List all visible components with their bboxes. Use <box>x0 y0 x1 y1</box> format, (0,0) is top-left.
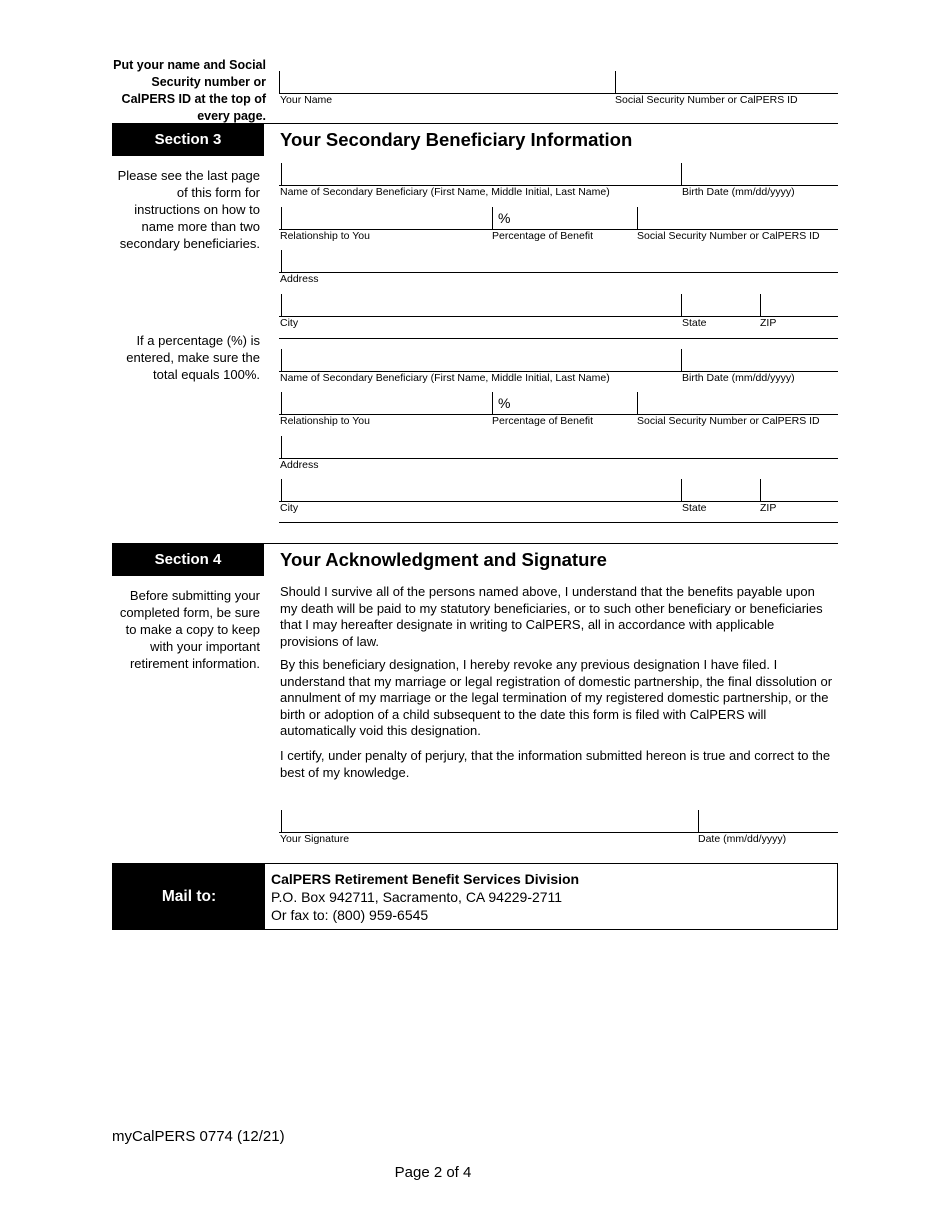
beneficiary-2-name-input[interactable] <box>283 350 678 370</box>
signature-label: Your Signature <box>280 833 350 845</box>
field-underline <box>279 458 838 459</box>
beneficiary-1-state-input[interactable] <box>684 295 758 315</box>
beneficiary-2-state-input[interactable] <box>684 480 758 500</box>
beneficiary-2-percentage-label: Percentage of Benefit <box>492 415 593 427</box>
field-tick <box>281 810 282 832</box>
section3-badge: Section 3 <box>112 124 264 156</box>
beneficiary-2-city-input[interactable] <box>283 480 678 500</box>
signature-input[interactable] <box>283 811 694 831</box>
beneficiary-1-zip-input[interactable] <box>763 295 836 315</box>
beneficiary-2-relationship-label: Relationship to You <box>280 415 370 427</box>
field-tick <box>698 810 699 832</box>
beneficiary-1-relationship-input[interactable] <box>283 208 488 228</box>
field-tick <box>281 163 282 185</box>
header-field-divider-left <box>279 71 280 93</box>
beneficiary-2-percent-sign: % <box>498 395 511 411</box>
signature-date-input[interactable] <box>701 811 836 831</box>
field-tick <box>760 294 761 316</box>
signature-date-label: Date (mm/dd/yyyy) <box>698 833 787 845</box>
field-tick <box>681 163 682 185</box>
beneficiary-2-state-label: State <box>682 502 707 514</box>
beneficiary-1-name-input[interactable] <box>283 164 678 184</box>
beneficiary-1-ssn-input[interactable] <box>640 208 836 228</box>
field-tick <box>681 294 682 316</box>
beneficiary-1-city-label: City <box>280 317 299 329</box>
field-tick <box>281 392 282 414</box>
beneficiary-2-birthdate-label: Birth Date (mm/dd/yyyy) <box>682 372 795 384</box>
your-name-label: Your Name <box>280 94 333 106</box>
beneficiary-1-percent-sign: % <box>498 210 511 226</box>
field-tick <box>281 349 282 371</box>
your-name-input[interactable] <box>282 72 612 92</box>
header-field-divider-mid <box>615 71 616 93</box>
field-tick <box>760 479 761 501</box>
acknowledgment-paragraph-2: By this beneficiary designation, I hereby revoke any previous designation I have filed. I understand that my marriage or legal registration of domestic partnership, the final dissolution or annulment of my marriage or the legal termination of my registered domestic partnership, or the birth or adoption of a child subsequent to the date this form is filed with CalPERS will automatically void this designation. <box>280 657 833 738</box>
beneficiary-1-zip-label: ZIP <box>760 317 777 329</box>
beneficiary-2-name-label: Name of Secondary Beneficiary (First Name, Middle Initial, Last Name) <box>280 372 610 384</box>
beneficiary-2-address-label: Address <box>280 459 319 471</box>
section3-note-instructions: Please see the last page of this form for instructions on how to name more than two secondary beneficiaries. <box>117 168 260 251</box>
beneficiary-2-city-label: City <box>280 502 299 514</box>
field-underline <box>279 501 838 502</box>
field-tick <box>281 207 282 229</box>
mail-address: P.O. Box 942711, Sacramento, CA 94229-2711 <box>271 889 563 905</box>
field-tick <box>281 479 282 501</box>
mail-fax: Or fax to: (800) 959-6545 <box>271 907 429 923</box>
header-ssn-input[interactable] <box>618 72 836 92</box>
beneficiary-2-birthdate-input[interactable] <box>684 350 836 370</box>
beneficiary-1-birthdate-label: Birth Date (mm/dd/yyyy) <box>682 186 795 198</box>
section3-note-percentage: If a percentage (%) is entered, make sure the total equals 100%. <box>126 333 260 382</box>
section4-note: Before submitting your completed form, be sure to make a copy to keep with your important retirement information. <box>119 588 260 671</box>
beneficiary-2-zip-input[interactable] <box>763 480 836 500</box>
beneficiary-1-address-label: Address <box>280 273 319 285</box>
beneficiary-1-ssn-label: Social Security Number or CalPERS ID <box>637 230 820 242</box>
field-tick <box>281 436 282 458</box>
beneficiary-2-percentage-input[interactable] <box>514 393 632 413</box>
beneficiary-1-percentage-label: Percentage of Benefit <box>492 230 593 242</box>
page-number: Page 2 of 4 <box>394 1164 472 1181</box>
field-underline <box>279 272 838 273</box>
beneficiary-1-percentage-input[interactable] <box>514 208 632 228</box>
field-underline <box>279 316 838 317</box>
block-divider <box>279 338 838 339</box>
field-tick <box>681 479 682 501</box>
form-id: myCalPERS 0774 (12/21) <box>112 1128 285 1145</box>
header-instruction: Put your name and Social Security number or CalPERS ID at the top of every page. <box>113 58 266 123</box>
beneficiary-1-address-input[interactable] <box>283 251 836 271</box>
field-tick <box>492 207 493 229</box>
block-divider <box>279 522 838 523</box>
field-tick <box>637 392 638 414</box>
field-tick <box>281 294 282 316</box>
acknowledgment-paragraph-1: Should I survive all of the persons named above, I understand that the benefits payable upon my death will be paid to my statutory beneficiaries, or to such other beneficiary or beneficiaries that I may hereafter designate in writing to CalPERS, all in accordance with applicable provisions of law. <box>280 584 823 649</box>
beneficiary-1-birthdate-input[interactable] <box>684 164 836 184</box>
beneficiary-2-ssn-label: Social Security Number or CalPERS ID <box>637 415 820 427</box>
beneficiary-2-relationship-input[interactable] <box>283 393 488 413</box>
mail-to-box <box>112 863 838 930</box>
field-tick <box>637 207 638 229</box>
beneficiary-1-city-input[interactable] <box>283 295 678 315</box>
acknowledgment-paragraph-3: I certify, under penalty of perjury, that the information submitted hereon is true and correct to the best of my knowledge. <box>280 748 831 780</box>
section4-title: Your Acknowledgment and Signature <box>280 549 607 570</box>
header-ssn-label: Social Security Number or CalPERS ID <box>615 94 798 106</box>
beneficiary-1-name-label: Name of Secondary Beneficiary (First Name, Middle Initial, Last Name) <box>280 186 610 198</box>
mail-to-label: Mail to: <box>113 864 265 929</box>
beneficiary-1-relationship-label: Relationship to You <box>280 230 370 242</box>
field-tick <box>492 392 493 414</box>
field-tick <box>281 250 282 272</box>
beneficiary-2-ssn-input[interactable] <box>640 393 836 413</box>
section4-badge: Section 4 <box>112 544 264 576</box>
mail-org: CalPERS Retirement Benefit Services Division <box>271 871 580 887</box>
beneficiary-2-address-input[interactable] <box>283 437 836 457</box>
section3-title: Your Secondary Beneficiary Information <box>280 129 633 150</box>
field-tick <box>681 349 682 371</box>
beneficiary-1-state-label: State <box>682 317 707 329</box>
beneficiary-2-zip-label: ZIP <box>760 502 777 514</box>
